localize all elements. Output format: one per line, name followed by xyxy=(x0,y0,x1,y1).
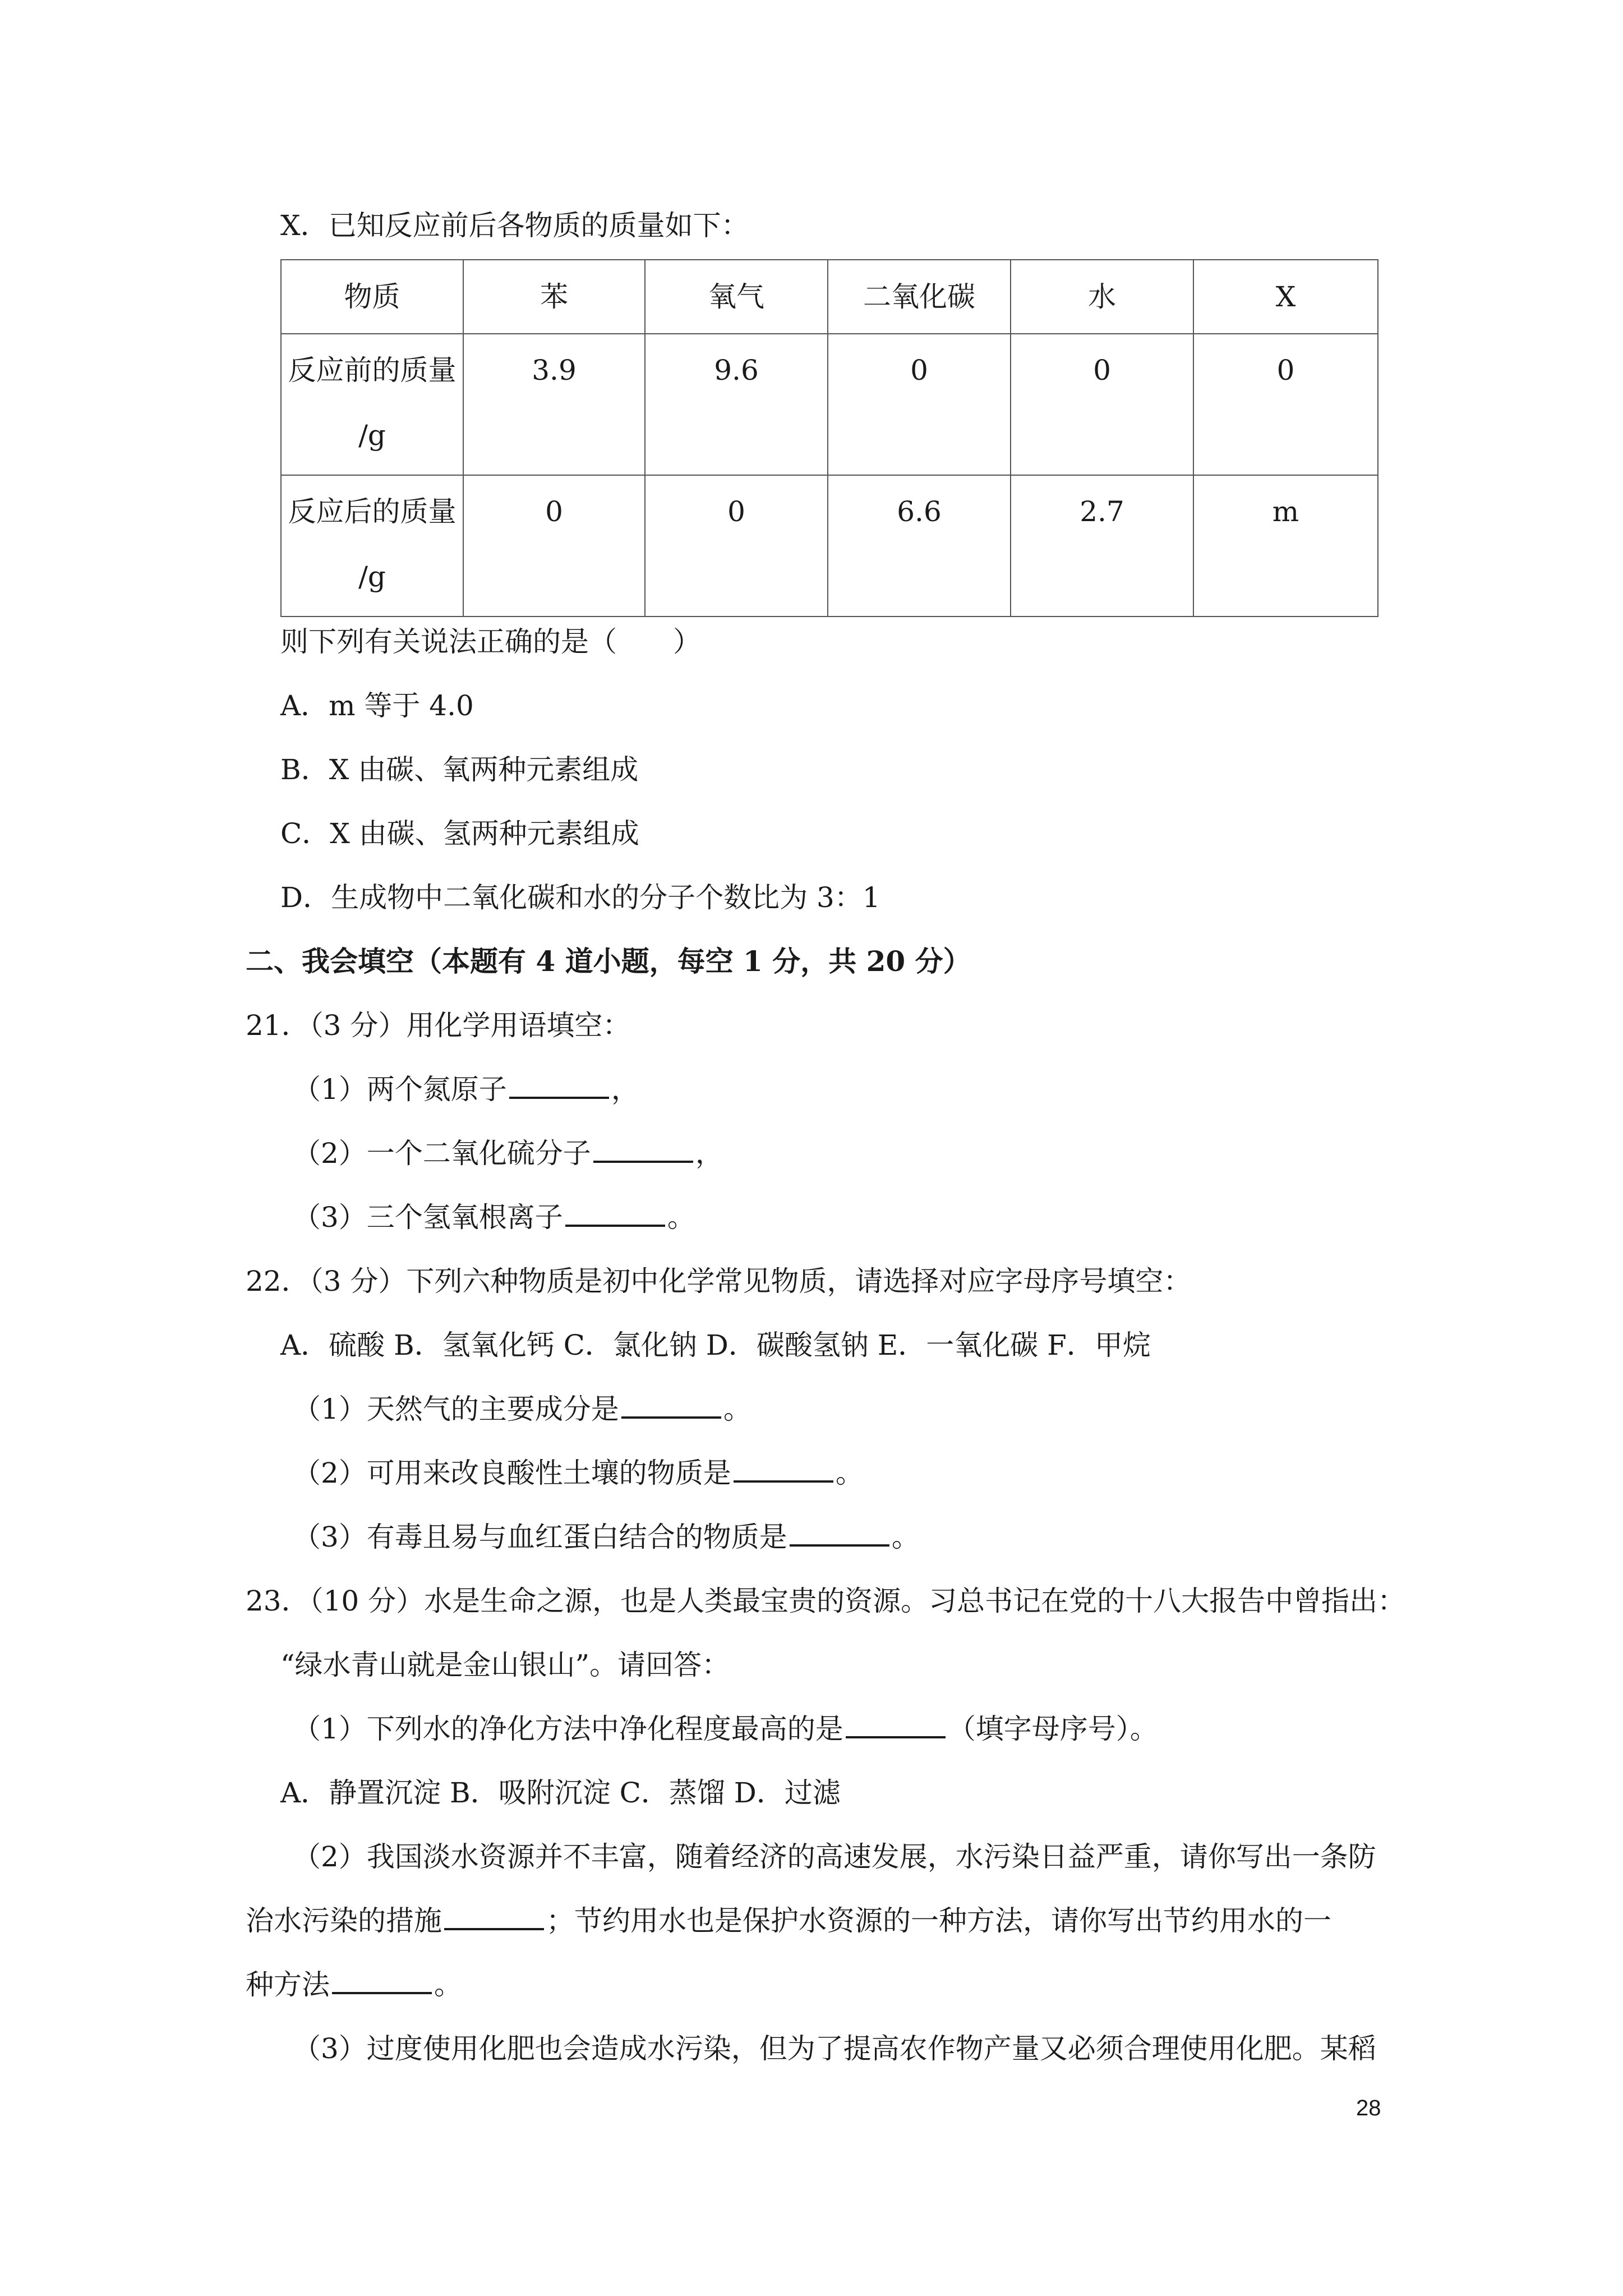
section-heading: 二、我会填空（本题有 4 道小题，每空 1 分，共 20 分） xyxy=(246,945,971,978)
part-end: （填字母序号）。 xyxy=(947,1713,1158,1745)
part-end: 。 xyxy=(723,1393,751,1425)
row-label-before xyxy=(281,334,463,475)
row-label-after xyxy=(281,475,463,616)
table-header-cell: 二氧化碳 xyxy=(828,260,1011,334)
question-23-part-2: （2）我国淡水资源并不丰富，随着经济的高速发展，水污染日益严重，请你写出一条防 xyxy=(293,1841,1376,1873)
table-header-cell: 苯 xyxy=(463,260,645,334)
table-cell: 0 xyxy=(645,475,828,616)
option-d: D．生成物中二氧化碳和水的分子个数比为 3：1 xyxy=(280,881,880,914)
question-prompt: 则下列有关说法正确的是（ ） xyxy=(280,625,701,658)
table-row xyxy=(281,334,1378,475)
answer-blank[interactable] xyxy=(593,1136,693,1163)
option-c: C．X 由碳、氢两种元素组成 xyxy=(280,817,639,850)
table-cell: 3.9 xyxy=(463,334,645,475)
table-cell: 0 xyxy=(1011,334,1193,475)
part-text: （2）一个二氧化硫分子 xyxy=(293,1137,591,1170)
table-header-cell: 氧气 xyxy=(645,260,828,334)
part-text: 种方法 xyxy=(246,1968,330,2001)
row-label-unit: /g xyxy=(358,560,386,593)
question-22-part-1 xyxy=(293,1391,751,1427)
answer-blank[interactable] xyxy=(565,1200,665,1227)
table-header-row xyxy=(281,260,1378,334)
part-end: 。 xyxy=(667,1201,695,1234)
question-23-part-1 xyxy=(293,1711,1158,1747)
table-cell: 6.6 xyxy=(828,475,1011,616)
answer-blank[interactable] xyxy=(846,1711,946,1738)
part-end: 。 xyxy=(434,1968,462,2001)
question-21-part-3 xyxy=(293,1199,695,1235)
part-text: （1）天然气的主要成分是 xyxy=(293,1393,619,1425)
page-number: 28 xyxy=(1356,2096,1381,2120)
question-23-options: A．静置沉淀 B．吸附沉淀 C．蒸馏 D．过滤 xyxy=(280,1777,841,1809)
answer-blank[interactable] xyxy=(509,1072,609,1099)
table-cell: 0 xyxy=(463,475,645,616)
answer-blank[interactable] xyxy=(734,1456,833,1483)
part-end: ， xyxy=(611,1073,639,1106)
answer-blank[interactable] xyxy=(444,1903,544,1930)
table-cell: 0 xyxy=(828,334,1011,475)
table-row xyxy=(281,475,1378,616)
part-text: 治水污染的措施 xyxy=(246,1904,442,1937)
row-label-unit: /g xyxy=(358,419,386,452)
question-23-part-3: （3）过度使用化肥也会造成水污染，但为了提高农作物产量又必须合理使用化肥。某稻 xyxy=(293,2032,1376,2065)
table-cell: m xyxy=(1193,475,1378,616)
question-23-part-2-cont xyxy=(246,1903,1331,1939)
question-22-part-2 xyxy=(293,1455,864,1491)
row-label-text: 反应前的质量 xyxy=(288,354,457,386)
mass-table xyxy=(280,259,1378,617)
part-end: 。 xyxy=(835,1457,864,1489)
table-header-cell: 水 xyxy=(1011,260,1193,334)
question-22-options: A．硫酸 B．氢氧化钙 C．氯化钠 D．碳酸氢钠 E．一氧化碳 F．甲烷 xyxy=(280,1329,1151,1361)
question-22-stem: 22．（3 分）下列六种物质是初中化学常见物质，请选择对应字母序号填空： xyxy=(246,1265,1192,1297)
answer-blank[interactable] xyxy=(621,1392,721,1419)
answer-blank[interactable] xyxy=(332,1967,432,1994)
answer-blank[interactable] xyxy=(790,1520,889,1547)
part-text: （3）有毒且易与血红蛋白结合的物质是 xyxy=(293,1521,787,1553)
option-b: B．X 由碳、氧两种元素组成 xyxy=(280,753,639,786)
table-header-cell: 物质 xyxy=(281,260,463,334)
option-a: A．m 等于 4.0 xyxy=(280,689,474,722)
part-end: 。 xyxy=(891,1521,920,1553)
part-end: ， xyxy=(695,1137,723,1170)
question-23-stem: 23．（10 分）水是生命之源，也是人类最宝贵的资源。习总书记在党的十八大报告中曾指出： xyxy=(246,1585,1406,1617)
table-cell: 0 xyxy=(1193,334,1378,475)
question-21-part-2 xyxy=(293,1135,723,1171)
question-21-part-1 xyxy=(293,1071,639,1107)
part-text: ；节约用水也是保护水资源的一种方法，请你写出节约用水的一 xyxy=(546,1904,1331,1937)
table-cell: 2.7 xyxy=(1011,475,1193,616)
table-header-cell: X xyxy=(1193,260,1378,334)
part-text: （1）下列水的净化方法中净化程度最高的是 xyxy=(293,1713,843,1745)
table-intro: X．已知反应前后各物质的质量如下： xyxy=(280,209,749,242)
part-text: （3）三个氢氧根离子 xyxy=(293,1201,563,1234)
part-text: （2）可用来改良酸性土壤的物质是 xyxy=(293,1457,731,1489)
table-cell: 9.6 xyxy=(645,334,828,475)
question-21-stem: 21．（3 分）用化学用语填空： xyxy=(246,1009,631,1042)
question-23-stem-cont: “绿水青山就是金山银山”。请回答： xyxy=(280,1649,730,1681)
question-22-part-3 xyxy=(293,1519,920,1555)
part-text: （1）两个氮原子 xyxy=(293,1073,507,1106)
row-label-text: 反应后的质量 xyxy=(288,495,457,528)
question-23-part-2-end xyxy=(246,1967,462,2003)
